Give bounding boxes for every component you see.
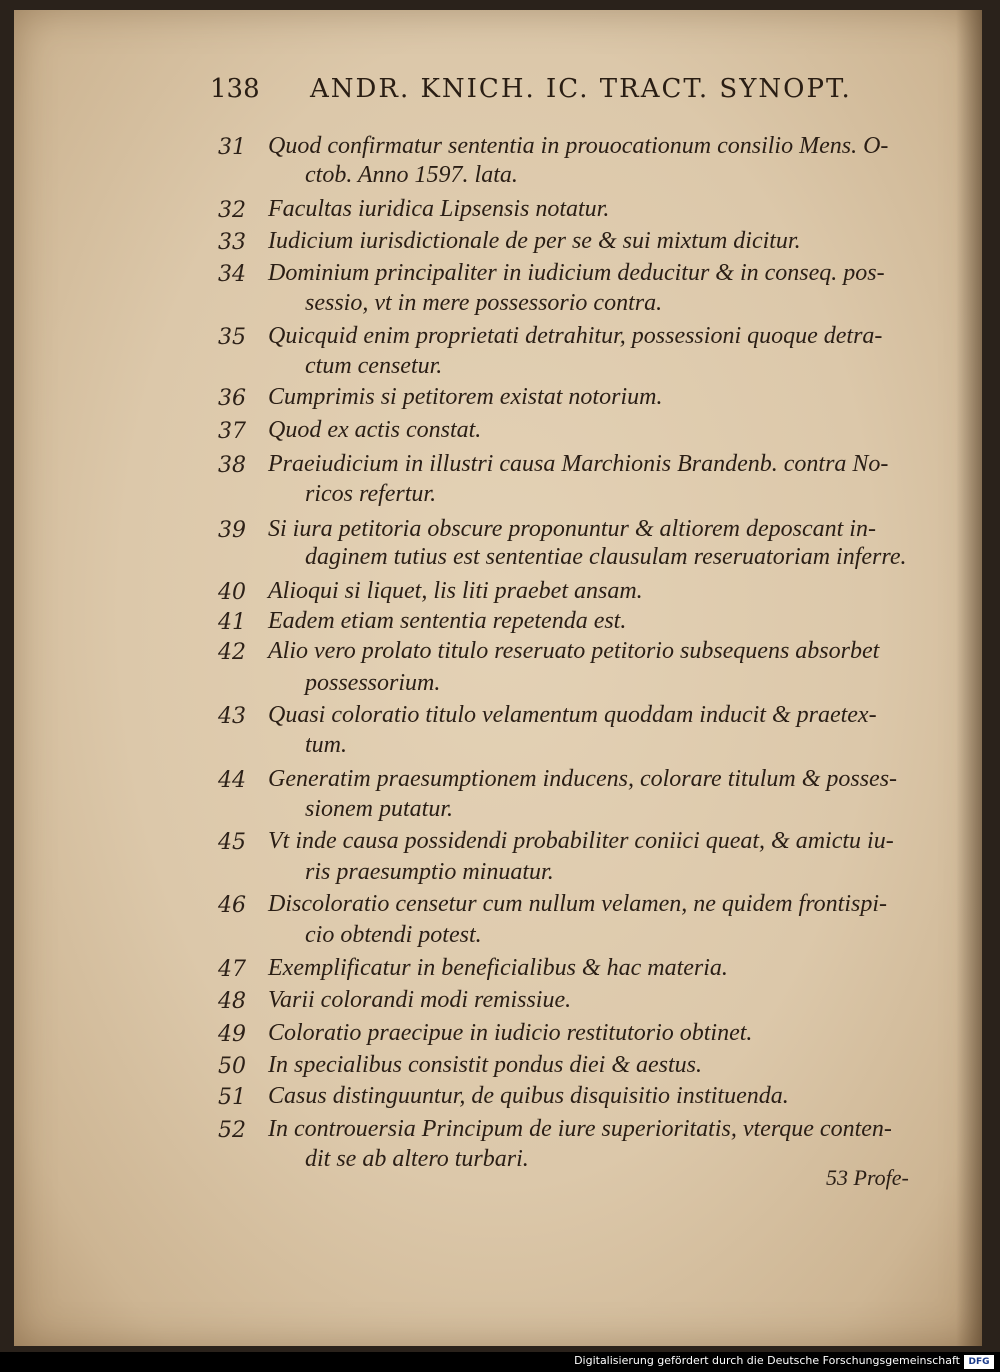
entry-text-line: Generatim praesumptionem inducens, colorare titulum & posses- <box>268 766 898 792</box>
entry-text-line: Exemplificatur in beneficialibus & hac materia. <box>268 955 728 981</box>
entry-number: 40 <box>218 580 246 605</box>
entry-number: 32 <box>218 198 246 223</box>
entry-text-line: Varii colorandi modi remissiue. <box>268 987 572 1013</box>
entry-text-line: Praeiudicium in illustri causa Marchionis Brandenb. contra No- <box>268 451 889 477</box>
entry-number: 36 <box>218 386 246 411</box>
entry-text-line: Quasi coloratio titulo velamentum quoddam inducit & praetex- <box>268 702 877 728</box>
entry-number: 37 <box>218 419 246 444</box>
entry-text-line: possessorium. <box>305 670 441 696</box>
entry-text-line: In controuersia Principum de iure superioritatis, vterque conten- <box>268 1116 892 1142</box>
entry-text-line: Discoloratio censetur cum nullum velamen, ne quidem frontispi- <box>268 891 888 917</box>
entry-text-line: sessio, vt in mere possessorio contra. <box>305 290 663 316</box>
entry-text-line: ctob. Anno 1597. lata. <box>305 162 518 188</box>
entry-number: 50 <box>218 1054 246 1079</box>
entry-text-line: Vt inde causa possidendi probabiliter coniici queat, & amictu iu- <box>268 828 894 854</box>
entry-number: 48 <box>218 989 246 1014</box>
entry-number: 43 <box>218 704 246 729</box>
entry-text-line: sionem putatur. <box>305 796 454 822</box>
entry-number: 39 <box>218 518 246 543</box>
entry-text-line: daginem tutius est sententiae clausulam reseruatoriam inferre. <box>305 544 907 570</box>
entry-text-line: Casus distinguuntur, de quibus disquisitio instituenda. <box>268 1083 789 1109</box>
entry-text-line: ris praesumptio minuatur. <box>305 859 554 885</box>
catchword: 53 Profe- <box>826 1165 909 1190</box>
dfg-logo: DFG <box>964 1355 994 1369</box>
entry-number: 47 <box>218 957 246 982</box>
entry-text-line: Quicquid enim proprietati detrahitur, possessioni quoque detra- <box>268 323 883 349</box>
entry-number: 31 <box>218 135 246 160</box>
entry-text-line: Quod confirmatur sententia in prouocationum consilio Mens. O- <box>268 133 889 159</box>
entry-text-line: Eadem etiam sententia repetenda est. <box>268 608 627 634</box>
running-title: ANDR. KNICH. IC. TRACT. SYNOPT. <box>310 74 852 104</box>
entry-number: 51 <box>218 1085 246 1110</box>
entry-text-line: Iudicium iurisdictionale de per se & sui mixtum dicitur. <box>268 228 801 254</box>
entry-text-line: Coloratio praecipue in iudicio restitutorio obtinet. <box>268 1020 753 1046</box>
entry-text-line: In specialibus consistit pondus diei & aestus. <box>268 1052 702 1078</box>
entry-number: 49 <box>218 1022 246 1047</box>
page-gutter-shadow <box>956 10 982 1346</box>
entry-text-line: ricos refertur. <box>305 481 437 507</box>
entry-number: 52 <box>218 1118 246 1143</box>
entry-text-line: Dominium principaliter in iudicium deducitur & in conseq. pos- <box>268 260 885 286</box>
entry-number: 34 <box>218 262 246 287</box>
entry-text-line: Alioqui si liquet, lis liti praebet ansam. <box>268 578 643 604</box>
entry-text-line: tum. <box>305 732 347 758</box>
entry-number: 38 <box>218 453 246 478</box>
entry-number: 45 <box>218 830 246 855</box>
entry-number: 35 <box>218 325 246 350</box>
entry-text-line: dit se ab altero turbari. <box>305 1146 529 1172</box>
entry-text-line: Alio vero prolato titulo reseruato petitorio subsequens absorbet <box>268 638 880 664</box>
digitization-footer <box>0 1352 1000 1372</box>
entry-number: 33 <box>218 230 246 255</box>
entry-text-line: cio obtendi potest. <box>305 922 482 948</box>
entry-number: 44 <box>218 768 246 793</box>
entry-text-line: ctum censetur. <box>305 353 443 379</box>
running-head <box>210 74 890 114</box>
funding-credit: Digitalisierung gefördert durch die Deutsche Forschungsgemeinschaft <box>574 1354 960 1367</box>
entry-text-line: Cumprimis si petitorem existat notorium. <box>268 384 663 410</box>
entry-text-line: Facultas iuridica Lipsensis notatur. <box>268 196 610 222</box>
entry-number: 42 <box>218 640 246 665</box>
entry-number: 41 <box>218 610 246 635</box>
entry-text-line: Quod ex actis constat. <box>268 417 482 443</box>
entry-text-line: Si iura petitoria obscure proponuntur & altiorem deposcant in- <box>268 516 876 542</box>
page-number: 138 <box>210 74 260 104</box>
entry-number: 46 <box>218 893 246 918</box>
